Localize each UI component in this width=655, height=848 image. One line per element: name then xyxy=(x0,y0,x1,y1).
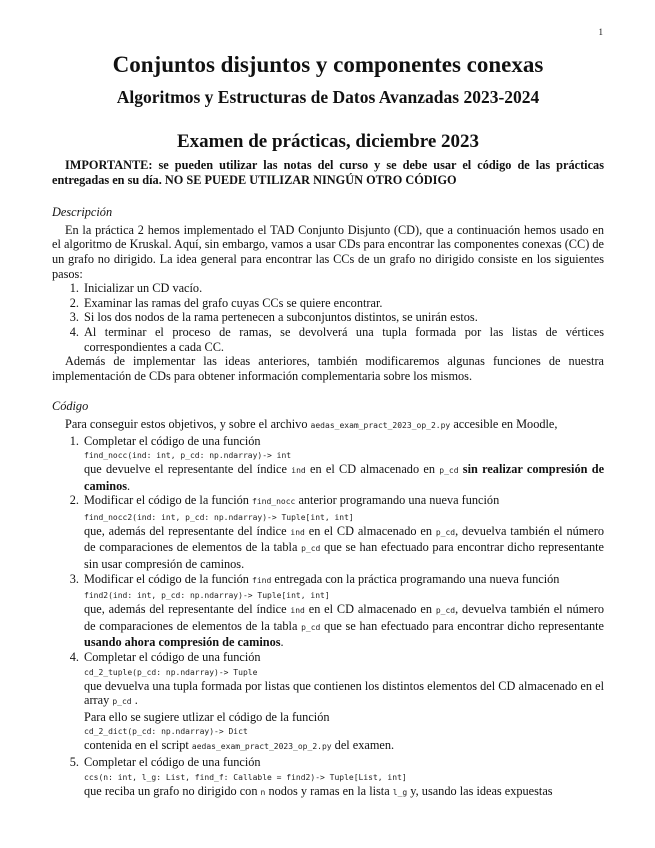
list-item xyxy=(82,493,604,571)
function-signature: find2(ind: int, p_cd: np.ndarray)-> Tuple[int, int] xyxy=(84,591,330,601)
function-signature: cd_2_tuple(p_cd: np.ndarray)-> Tuple xyxy=(84,667,258,677)
task-description: que devuelve el representante del índice ind en el CD almacenado en p_cd sin realizar compresión de caminos. xyxy=(84,462,605,493)
step-text: Si los dos nodos de la rama pertenecen a subconjuntos distintos, se unirán estos. xyxy=(84,310,478,325)
doc-subtitle: Algoritmos y Estructuras de Datos Avanzadas 2023-2024 xyxy=(116,87,540,107)
step-text: 4. Al terminar el proceso de ramas, se devolverá una tupla formada por las listas de vértices correspondientes a cada CC. xyxy=(84,324,604,354)
doc-title: Conjuntos disjuntos y componentes conexas xyxy=(112,52,544,77)
step-text: Examinar las ramas del grafo cuyas CCs se quiere encontrar. xyxy=(84,295,383,310)
function-signature: find_nocc2(ind: int, p_cd: np.ndarray)-> Tuple[int, int] xyxy=(84,512,354,522)
file-name: aedas_exam_pract_2023_op_2.py xyxy=(310,420,451,430)
tasks-list xyxy=(52,434,604,801)
function-signature: ccs(n: int, l_g: List, find_f: Callable = find2)-> Tuple[List, int] xyxy=(84,772,407,782)
exam-title: Examen de prácticas, diciembre 2023 xyxy=(176,131,480,152)
list-item xyxy=(82,310,604,325)
task-lead: Completar el código de una función xyxy=(84,650,261,665)
task-lead: Modificar el código de la función find entregada con la práctica programando una nueva función xyxy=(84,571,560,586)
task-note: contenida en el script aedas_exam_pract_2023_op_2.py del examen. xyxy=(84,738,395,753)
list-item xyxy=(82,434,604,494)
step-text: Inicializar un CD vacío. xyxy=(84,281,203,296)
task-hint: Para ello se sugiere utlizar el código de la función xyxy=(84,709,330,724)
list-item xyxy=(82,650,604,755)
task-lead: Modificar el código de la función find_nocc anterior programando una nueva función xyxy=(84,493,500,508)
task-lead: Completar el código de una función xyxy=(84,433,261,448)
page-number: 1 xyxy=(598,27,603,37)
steps-list xyxy=(52,281,604,354)
codigo-intro: Para conseguir estos objetivos, y sobre el archivo aedas_exam_pract_2023_op_2.py accesible en Moodle, xyxy=(65,416,558,431)
function-signature: find_nocc(ind: int, p_cd: np.ndarray)-> int xyxy=(84,451,292,461)
list-item xyxy=(82,296,604,311)
list-item xyxy=(82,755,604,800)
task-description: que devuelva una tupla formada por listas que contienen los distintos elementos del CD almacenado en el array p_cd . xyxy=(84,678,604,708)
task-description: que, además del representante del índice ind en el CD almacenado en p_cd, devuelva también el número de comparaciones de elementos de la tabla p_cd que se han efectuado para encontrar dicho representante sin usar compresión de caminos. xyxy=(84,523,605,572)
task-description: que reciba un grafo no dirigido con n nodos y ramas en la lista l_g y, usando las ideas expuestas xyxy=(84,783,553,798)
doc-body xyxy=(52,158,604,800)
task-lead: Completar el código de una función xyxy=(84,755,261,769)
descripcion-intro: En la práctica 2 hemos implementado el TAD Conjunto Disjunto (CD), que a continuación hemos usado en el algoritmo de Kruskal. Aquí, sin embargo, vamos a usar CDs para encontrar las componentes conexas (CC) de un grafo no dirigido. La idea general para encontrar las CCs de un grafo no dirigido consiste en los siguientes pasos: xyxy=(52,222,604,281)
list-item xyxy=(82,572,604,650)
function-signature: cd_2_dict(p_cd: np.ndarray)-> Dict xyxy=(84,727,248,737)
list-item xyxy=(82,281,604,296)
descripcion-closing: Además de implementar las ideas anteriores, también modificaremos algunas funciones de nuestra implementación de CDs para obtener información complementaria sobre los mismos. xyxy=(52,354,604,383)
section-heading-codigo: Código xyxy=(52,399,89,414)
important-notice: IMPORTANTE: se pueden utilizar las notas del curso y se debe usar el código de las prácticas entregadas en su día. NO SE PUEDE UTILIZAR NINGÚN OTRO CÓDIGO xyxy=(52,158,604,187)
section-heading-descripcion: Descripción xyxy=(52,205,113,220)
list-item xyxy=(82,325,604,354)
task-description: que, además del representante del índice ind en el CD almacenado en p_cd, devuelva también el número de comparaciones de elementos de la tabla p_cd que se han efectuado para encontrar dicho representante usando ahora compresión de caminos. xyxy=(84,602,605,650)
